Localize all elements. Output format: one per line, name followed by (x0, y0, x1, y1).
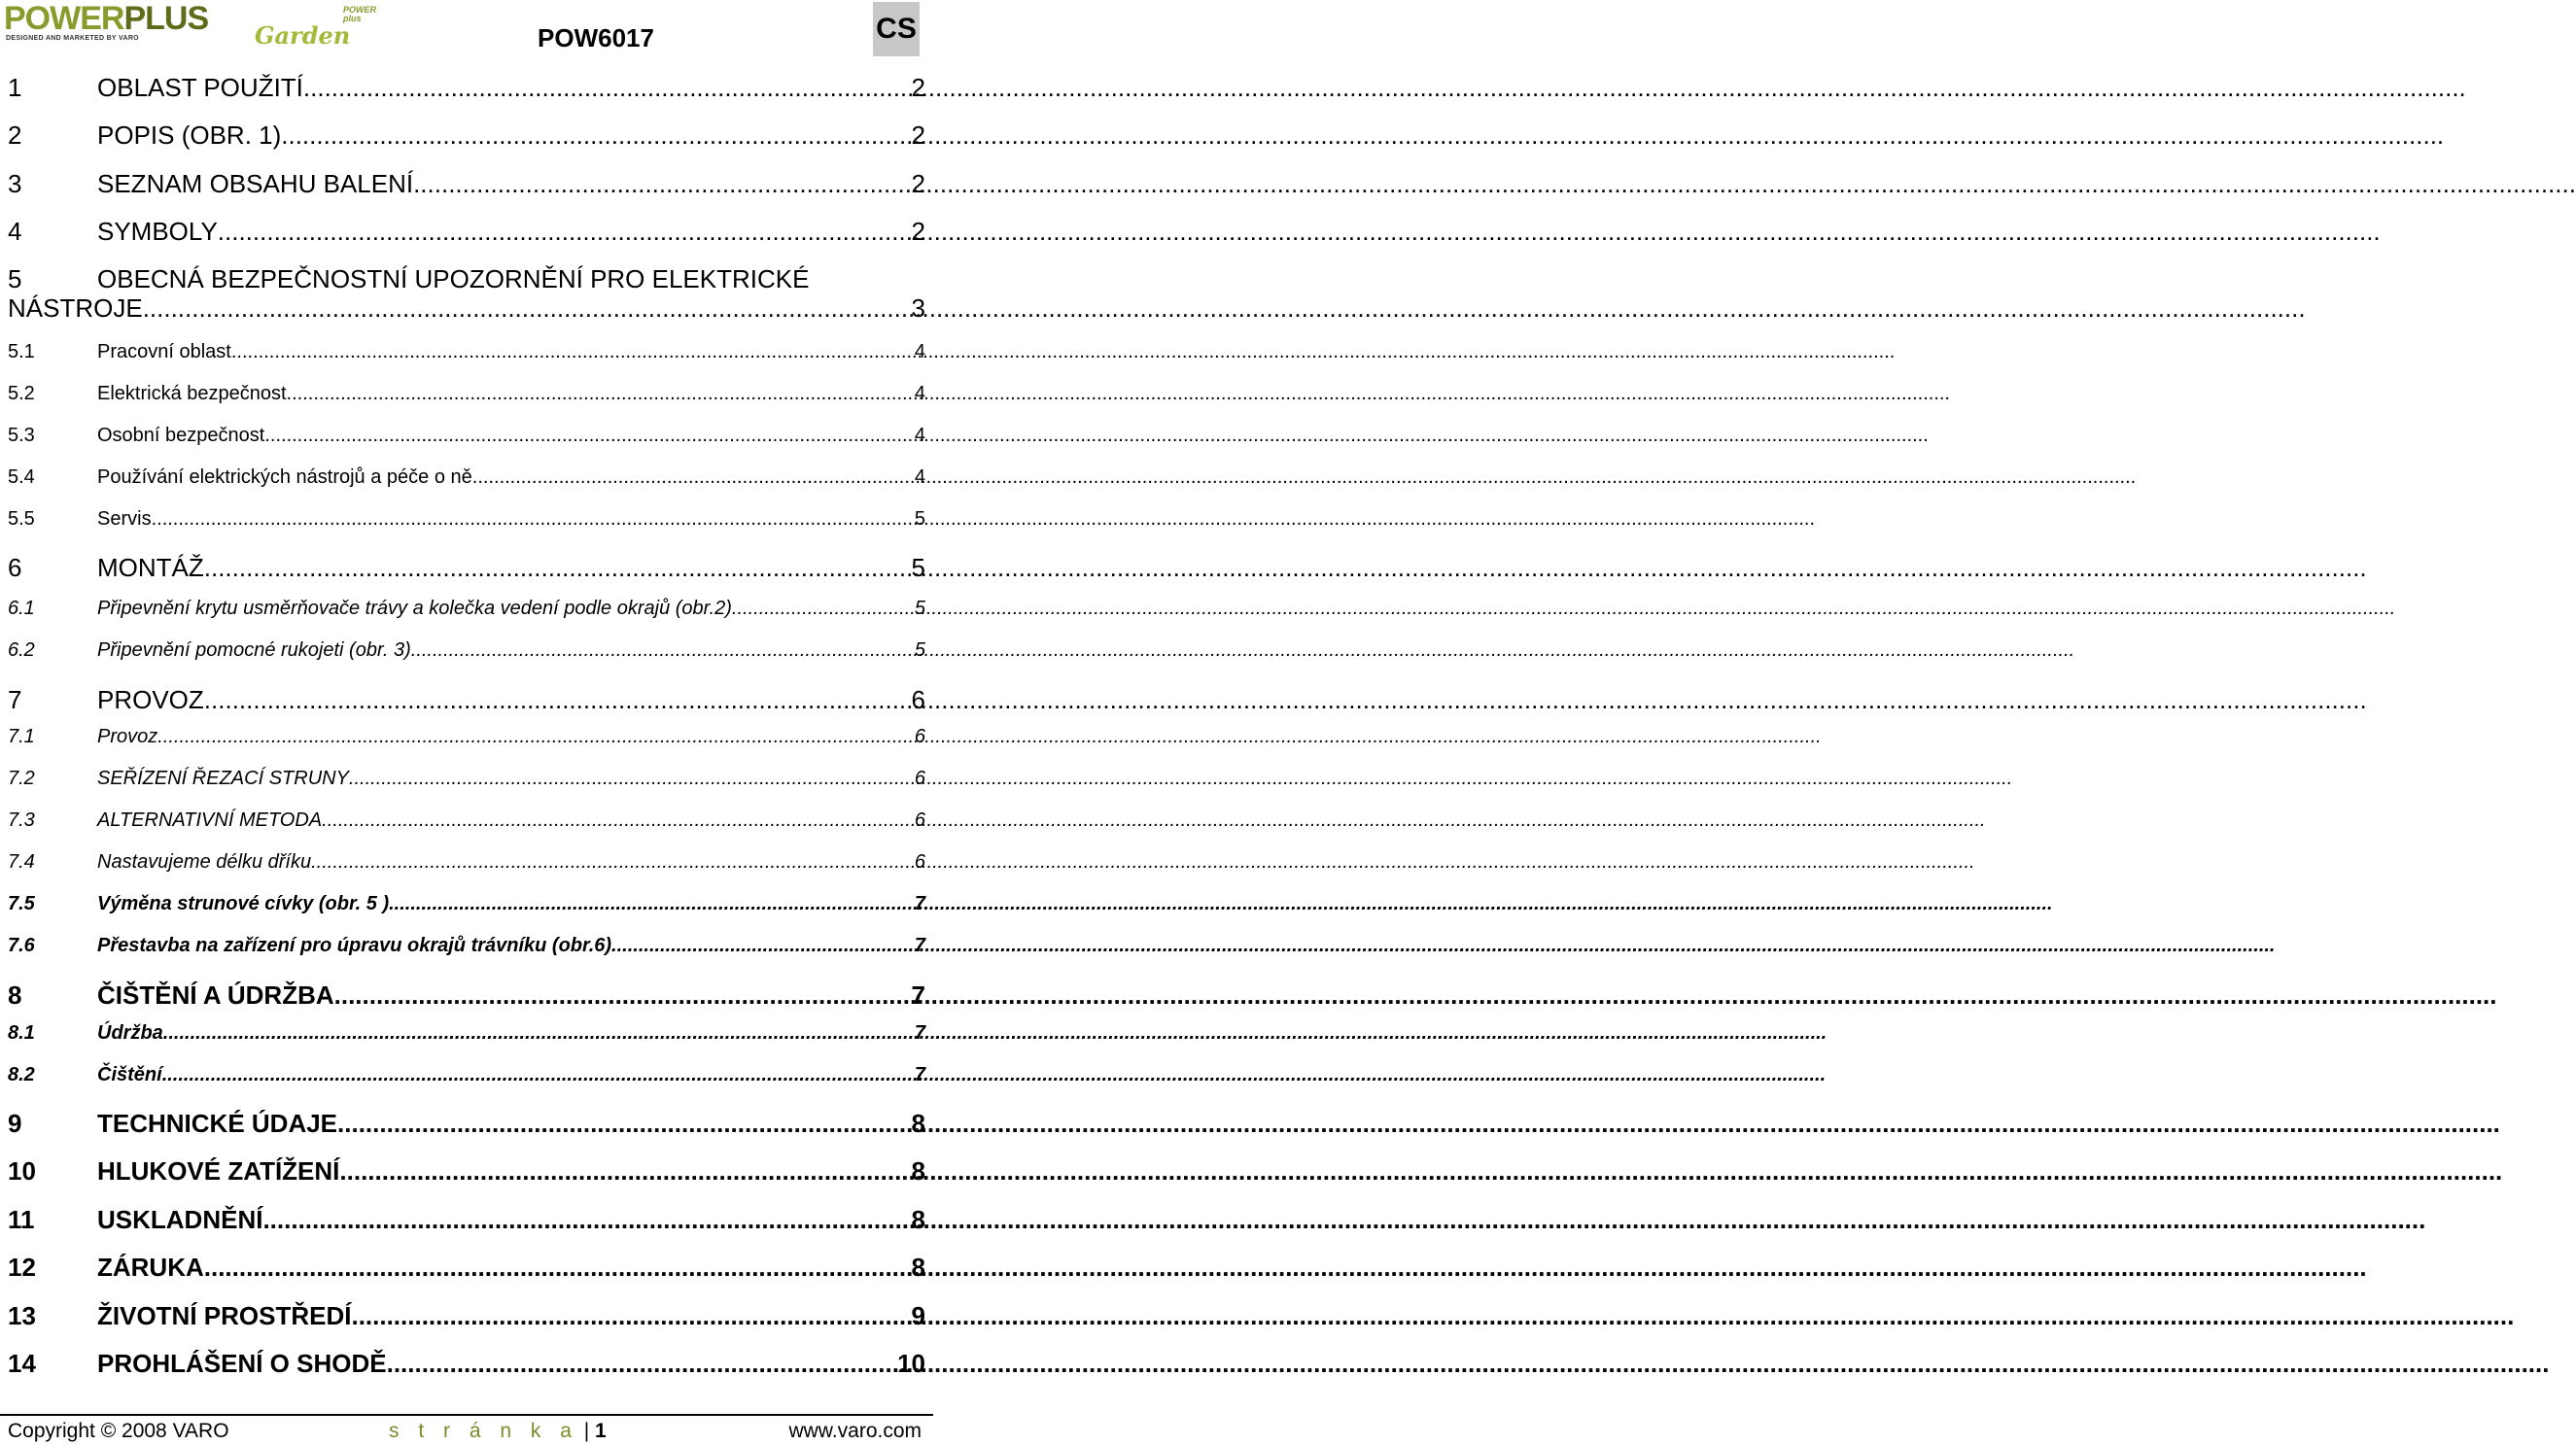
toc-number: 6.2 (8, 638, 35, 661)
toc-page: 7 (911, 980, 925, 1010)
toc-leader (163, 1018, 915, 1048)
toc-page: 6 (914, 767, 925, 789)
powerplus-garden-logo (4, 2, 383, 51)
toc-entry-7-3[interactable] (8, 806, 925, 847)
toc-page: 6 (911, 684, 925, 714)
toc-entry-7-1[interactable] (8, 722, 925, 764)
toc-title: Údržba (97, 1021, 163, 1044)
toc-entry-8-1[interactable] (8, 1018, 925, 1060)
toc-number: 8.2 (8, 1063, 35, 1085)
toc-entry-5-3[interactable] (8, 421, 925, 463)
website-link[interactable]: www.varo.com (788, 1420, 922, 1442)
toc-number: 3 (8, 168, 22, 198)
toc-page: 4 (914, 424, 925, 446)
model-number: POW6017 (538, 23, 654, 52)
toc-number: 5.2 (8, 382, 35, 404)
toc-entry-7[interactable] (8, 677, 925, 722)
toc-page: 8 (911, 1156, 925, 1187)
logo-badge: POWER plus (343, 5, 377, 23)
toc-page: 8 (911, 1253, 925, 1283)
toc-leader (732, 594, 915, 623)
toc-entry-11[interactable] (8, 1198, 925, 1246)
toc-leader (264, 421, 915, 450)
toc-number: 7.2 (8, 767, 35, 789)
toc-number: 6 (8, 552, 22, 582)
toc-entry-2[interactable] (8, 114, 925, 161)
toc-title: ZÁRUKA (97, 1253, 204, 1283)
toc-entry-14[interactable] (8, 1342, 925, 1390)
toc-page: 4 (914, 382, 925, 404)
toc-title: TECHNICKÉ ÚDAJE (97, 1108, 338, 1138)
toc-entry-7-4[interactable] (8, 847, 925, 889)
toc-page: 5 (911, 552, 925, 582)
toc-leader (334, 973, 912, 1018)
toc-entry-7-6[interactable] (8, 931, 925, 973)
toc-title: Servis (97, 507, 152, 530)
toc-page: 5 (914, 638, 925, 661)
logo-garden-script: Garden (255, 21, 351, 50)
toc-page: 8 (911, 1108, 925, 1138)
toc-leader (204, 677, 912, 722)
toc-number: 7.4 (8, 850, 35, 873)
toc-title: Připevnění pomocné rukojeti (obr. 3) (97, 638, 411, 661)
toc-entry-6-1[interactable] (8, 594, 925, 636)
toc-entry-5[interactable] (8, 264, 925, 293)
logo-word-plus: PLUS (123, 0, 209, 37)
toc-page: 8 (911, 1204, 925, 1234)
toc-page: 7 (914, 1021, 925, 1044)
toc-leader (311, 847, 915, 877)
toc-number: 10 (8, 1156, 36, 1187)
toc-entry-5-4[interactable] (8, 463, 925, 504)
toc-entry-5-continued[interactable] (8, 293, 925, 337)
toc-entry-5-2[interactable] (8, 379, 925, 421)
toc-title: Elektrická bezpečnost (97, 382, 287, 404)
toc-title: Osobní bezpečnost (97, 424, 265, 446)
language-badge: CS (873, 2, 920, 56)
toc-entry-5-1[interactable] (8, 337, 925, 379)
toc-entry-6[interactable] (8, 546, 925, 594)
toc-title: PROVOZ (97, 684, 204, 714)
toc-title: SYMBOLY (97, 217, 218, 247)
toc-page: 4 (914, 465, 925, 488)
toc-title-continued: NÁSTROJE (8, 292, 143, 323)
page-word: s t r á n k a (389, 1420, 578, 1442)
toc-entry-10[interactable] (8, 1150, 925, 1197)
toc-page: 7 (914, 1063, 925, 1085)
toc-number: 7.5 (8, 892, 35, 914)
footer-divider (0, 1414, 933, 1416)
toc-number: 7.1 (8, 725, 35, 747)
toc-title: Výměna strunové cívky (obr. 5 ) (97, 892, 390, 914)
toc-title: POPIS (OBR. 1) (97, 120, 282, 151)
toc-title: MONTÁŽ (97, 552, 204, 582)
toc-entry-7-5[interactable] (8, 889, 925, 931)
copyright-text: Copyright © 2008 VARO (8, 1420, 229, 1442)
toc-leader (349, 764, 915, 793)
toc-number: 12 (8, 1253, 36, 1283)
toc-leader (218, 210, 912, 253)
toc-title: Připevnění krytu usměrňovače trávy a kolečka vedení podle okrajů (obr.2) (97, 597, 732, 619)
toc-entry-1[interactable] (8, 66, 925, 114)
toc-page: 2 (911, 217, 925, 247)
toc-title: Pracovní oblast (97, 340, 231, 362)
toc-page: 10 (897, 1348, 925, 1378)
toc-number: 13 (8, 1300, 36, 1330)
toc-number: 5.4 (8, 465, 35, 488)
page-number: 1 (595, 1420, 607, 1442)
toc-page: 6 (914, 850, 925, 873)
toc-number: 1 (8, 73, 22, 102)
toc-leader (281, 114, 911, 156)
toc-leader (389, 889, 915, 918)
toc-title: Nastavujeme délku dříku (97, 850, 312, 873)
toc-number: 11 (8, 1204, 35, 1234)
toc-number: 2 (8, 120, 22, 151)
toc-leader (387, 1342, 897, 1385)
toc-title: Provoz (97, 725, 158, 747)
toc-leader (611, 931, 915, 960)
toc-title: Používání elektrických nástrojů a péče o ně (97, 465, 472, 488)
table-of-contents (8, 66, 925, 1390)
toc-title: OBLAST POUŽITÍ (97, 73, 303, 102)
toc-title: ALTERNATIVNÍ METODA (97, 809, 323, 831)
toc-page: 7 (914, 892, 925, 914)
toc-leader (322, 806, 915, 835)
logo-wordmark (4, 2, 208, 35)
toc-leader (204, 1246, 912, 1289)
toc-page: 9 (911, 1300, 925, 1330)
toc-leader (204, 546, 912, 589)
toc-page: 5 (914, 507, 925, 530)
toc-leader (143, 293, 912, 323)
toc-number: 5.5 (8, 507, 35, 530)
logo-tagline: DESIGNED AND MARKETED BY VARO (6, 35, 139, 42)
toc-page: 6 (914, 809, 925, 831)
logo-word-power: POWER (4, 0, 124, 37)
toc-leader (351, 1294, 911, 1337)
toc-title: SEŘÍZENÍ ŘEZACÍ STRUNY (97, 767, 349, 789)
toc-entry-8-2[interactable] (8, 1060, 925, 1102)
toc-number: 8.1 (8, 1021, 35, 1044)
toc-number: 8 (8, 980, 22, 1010)
toc-entry-13[interactable] (8, 1294, 925, 1342)
page-separator: | (583, 1420, 590, 1442)
toc-number: 7 (8, 684, 22, 714)
toc-entry-7-2[interactable] (8, 764, 925, 806)
toc-page: 7 (914, 934, 925, 956)
toc-leader (413, 162, 911, 205)
toc-leader (162, 1060, 915, 1089)
toc-leader (152, 504, 915, 533)
toc-leader (303, 66, 912, 109)
toc-entry-4[interactable] (8, 210, 925, 258)
page-header (0, 0, 933, 58)
page-footer (8, 1419, 922, 1444)
toc-leader (337, 1102, 912, 1145)
toc-title: USKLADNĚNÍ (97, 1204, 263, 1234)
toc-title: Přestavba na zařízení pro úpravu okrajů trávníku (obr.6) (97, 934, 612, 956)
toc-page: 3 (911, 292, 925, 323)
toc-page: 2 (911, 73, 925, 102)
toc-page: 6 (914, 725, 925, 747)
toc-leader (287, 379, 915, 408)
toc-page: 5 (914, 597, 925, 619)
toc-number: 7.6 (8, 934, 35, 956)
toc-title: ČIŠTĚNÍ A ÚDRŽBA (97, 980, 334, 1010)
toc-leader (231, 337, 915, 366)
toc-leader (262, 1198, 911, 1241)
toc-title: Čištění (97, 1063, 162, 1085)
toc-entry-9[interactable] (8, 1102, 925, 1150)
toc-leader (339, 1150, 911, 1192)
toc-leader (472, 463, 915, 492)
toc-number: 4 (8, 217, 22, 247)
page-indicator (389, 1419, 607, 1444)
toc-number: 5 (8, 263, 22, 293)
toc-number: 14 (8, 1348, 36, 1378)
toc-entry-3[interactable] (8, 162, 925, 210)
toc-number: 9 (8, 1108, 22, 1138)
toc-number: 7.3 (8, 809, 35, 831)
toc-number: 6.1 (8, 597, 35, 619)
toc-entry-8[interactable] (8, 973, 925, 1018)
toc-entry-12[interactable] (8, 1246, 925, 1293)
toc-number: 5.3 (8, 424, 35, 446)
toc-title: ŽIVOTNÍ PROSTŘEDÍ (97, 1300, 352, 1330)
toc-leader (411, 636, 915, 665)
toc-page: 4 (914, 340, 925, 362)
toc-entry-5-5[interactable] (8, 504, 925, 546)
toc-title: HLUKOVÉ ZATÍŽENÍ (97, 1156, 340, 1187)
toc-title: PROHLÁŠENÍ O SHODĚ (97, 1348, 387, 1378)
toc-leader (157, 722, 915, 751)
toc-page: 2 (911, 168, 925, 198)
toc-number: 5.1 (8, 340, 35, 362)
toc-title: SEZNAM OBSAHU BALENÍ (97, 168, 414, 198)
toc-entry-6-2[interactable] (8, 636, 925, 677)
toc-title: OBECNÁ BEZPEČNOSTNÍ UPOZORNĚNÍ PRO ELEKTRICKÉ (97, 263, 810, 293)
toc-page: 2 (911, 120, 925, 151)
